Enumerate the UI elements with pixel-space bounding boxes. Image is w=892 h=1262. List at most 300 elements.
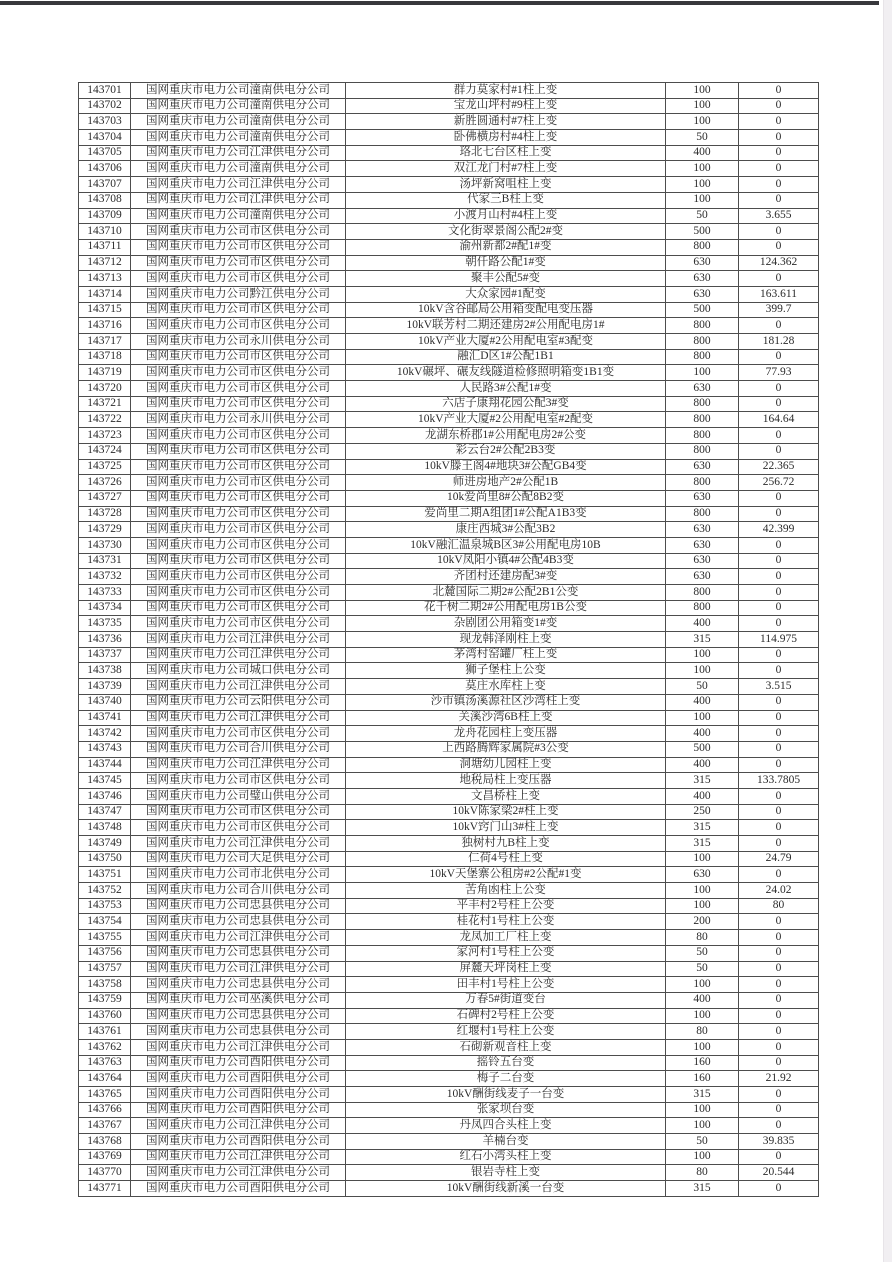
- cell-capacity: 630: [666, 271, 739, 287]
- cell-value: 0: [739, 130, 819, 146]
- table-body: [79, 83, 819, 1197]
- cell-id: 143756: [79, 945, 131, 961]
- cell-name: 10kV产业大厦#2公用配电室#3配变: [346, 334, 666, 350]
- table-row: [79, 930, 819, 946]
- cell-name: 六店子康翔花园公配3#变: [346, 396, 666, 412]
- cell-name: 10kV窍门山3#柱上变: [346, 820, 666, 836]
- cell-company: 国网重庆市电力公司酉阳供电分公司: [131, 1181, 346, 1197]
- table-row: [79, 1008, 819, 1024]
- cell-name: 文化街翠景阁公配2#变: [346, 224, 666, 240]
- cell-id: 143754: [79, 914, 131, 930]
- cell-name: 丹凤四合头柱上变: [346, 1118, 666, 1134]
- cell-company: 国网重庆市电力公司江津供电分公司: [131, 757, 346, 773]
- cell-company: 国网重庆市电力公司市区供电分公司: [131, 553, 346, 569]
- cell-value: 0: [739, 490, 819, 506]
- cell-value: 77.93: [739, 365, 819, 381]
- cell-id: 143767: [79, 1118, 131, 1134]
- cell-id: 143755: [79, 930, 131, 946]
- cell-company: 国网重庆市电力公司江津供电分公司: [131, 177, 346, 193]
- cell-company: 国网重庆市电力公司酉阳供电分公司: [131, 1055, 346, 1071]
- cell-capacity: 800: [666, 396, 739, 412]
- cell-value: 181.28: [739, 334, 819, 350]
- cell-company: 国网重庆市电力公司市区供电分公司: [131, 569, 346, 585]
- cell-value: 0: [739, 553, 819, 569]
- cell-capacity: 800: [666, 318, 739, 334]
- cell-name: 红堰村1号柱上公变: [346, 1024, 666, 1040]
- cell-value: 20.544: [739, 1165, 819, 1181]
- cell-capacity: 400: [666, 694, 739, 710]
- cell-id: 143740: [79, 694, 131, 710]
- table-row: [79, 1149, 819, 1165]
- cell-value: 399.7: [739, 302, 819, 318]
- cell-id: 143726: [79, 475, 131, 491]
- cell-value: 0: [739, 443, 819, 459]
- cell-capacity: 50: [666, 1134, 739, 1150]
- cell-value: 0: [739, 1118, 819, 1134]
- cell-company: 国网重庆市电力公司市区供电分公司: [131, 271, 346, 287]
- cell-value: 0: [739, 239, 819, 255]
- cell-capacity: 630: [666, 569, 739, 585]
- cell-name: 新胜圆通村#7柱上变: [346, 114, 666, 130]
- cell-capacity: 160: [666, 1055, 739, 1071]
- cell-id: 143760: [79, 1008, 131, 1024]
- cell-company: 国网重庆市电力公司潼南供电分公司: [131, 130, 346, 146]
- cell-company: 国网重庆市电力公司江津供电分公司: [131, 1118, 346, 1134]
- cell-capacity: 800: [666, 443, 739, 459]
- cell-id: 143729: [79, 522, 131, 538]
- cell-name: 聚丰公配5#变: [346, 271, 666, 287]
- cell-company: 国网重庆市电力公司大足供电分公司: [131, 851, 346, 867]
- cell-capacity: 100: [666, 1102, 739, 1118]
- cell-capacity: 100: [666, 898, 739, 914]
- cell-company: 国网重庆市电力公司市区供电分公司: [131, 600, 346, 616]
- cell-capacity: 80: [666, 930, 739, 946]
- cell-company: 国网重庆市电力公司忠县供电分公司: [131, 914, 346, 930]
- cell-id: 143770: [79, 1165, 131, 1181]
- cell-company: 国网重庆市电力公司酉阳供电分公司: [131, 1134, 346, 1150]
- cell-value: 0: [739, 836, 819, 852]
- cell-value: 0: [739, 710, 819, 726]
- cell-name: 仁荷4号柱上变: [346, 851, 666, 867]
- table-row: [79, 820, 819, 836]
- cell-value: 164.64: [739, 412, 819, 428]
- cell-company: 国网重庆市电力公司江津供电分公司: [131, 145, 346, 161]
- cell-name: 10kV酬街线新溪一台变: [346, 1181, 666, 1197]
- cell-company: 国网重庆市电力公司市区供电分公司: [131, 490, 346, 506]
- cell-company: 国网重庆市电力公司市区供电分公司: [131, 585, 346, 601]
- cell-name: 地税局柱上变压器: [346, 773, 666, 789]
- cell-company: 国网重庆市电力公司江津供电分公司: [131, 836, 346, 852]
- cell-name: 文昌桥柱上变: [346, 788, 666, 804]
- table-row: [79, 365, 819, 381]
- cell-name: 摇铃五台变: [346, 1055, 666, 1071]
- cell-value: 0: [739, 600, 819, 616]
- cell-name: 宝龙山坪村#9柱上变: [346, 98, 666, 114]
- cell-id: 143712: [79, 255, 131, 271]
- cell-name: 龙湖东桥郡1#公用配电房2#公变: [346, 428, 666, 444]
- cell-name: 卧佛横房村#4柱上变: [346, 130, 666, 146]
- cell-capacity: 315: [666, 1087, 739, 1103]
- cell-id: 143711: [79, 239, 131, 255]
- cell-name: 独树村九B柱上变: [346, 836, 666, 852]
- cell-name: 桂花村1号柱上公变: [346, 914, 666, 930]
- cell-capacity: 160: [666, 1071, 739, 1087]
- table-row: [79, 98, 819, 114]
- cell-company: 国网重庆市电力公司市北供电分公司: [131, 867, 346, 883]
- cell-id: 143763: [79, 1055, 131, 1071]
- cell-name: 万春5#街道变台: [346, 992, 666, 1008]
- cell-capacity: 630: [666, 381, 739, 397]
- table-row: [79, 302, 819, 318]
- table-row: [79, 898, 819, 914]
- cell-value: 0: [739, 428, 819, 444]
- cell-company: 国网重庆市电力公司酉阳供电分公司: [131, 1087, 346, 1103]
- cell-capacity: 80: [666, 1165, 739, 1181]
- cell-value: 114.975: [739, 632, 819, 648]
- cell-capacity: 100: [666, 192, 739, 208]
- cell-id: 143741: [79, 710, 131, 726]
- cell-id: 143743: [79, 741, 131, 757]
- cell-value: 0: [739, 867, 819, 883]
- cell-id: 143701: [79, 83, 131, 99]
- cell-capacity: 100: [666, 851, 739, 867]
- cell-name: 花千树二期2#公用配电房1B公变: [346, 600, 666, 616]
- cell-capacity: 800: [666, 506, 739, 522]
- cell-value: 0: [739, 647, 819, 663]
- table-row: [79, 522, 819, 538]
- cell-company: 国网重庆市电力公司忠县供电分公司: [131, 1008, 346, 1024]
- cell-capacity: 630: [666, 286, 739, 302]
- cell-name: 屏麓天坪岗柱上变: [346, 961, 666, 977]
- cell-capacity: 100: [666, 663, 739, 679]
- cell-id: 143751: [79, 867, 131, 883]
- cell-value: 0: [739, 271, 819, 287]
- cell-name: 10kV天堡寨公租房#2公配#1变: [346, 867, 666, 883]
- cell-id: 143704: [79, 130, 131, 146]
- cell-company: 国网重庆市电力公司市区供电分公司: [131, 804, 346, 820]
- cell-value: 0: [739, 569, 819, 585]
- cell-name: 10kV碾坪、碾友线隧道检修照明箱变1B1变: [346, 365, 666, 381]
- cell-capacity: 800: [666, 475, 739, 491]
- cell-id: 143738: [79, 663, 131, 679]
- cell-company: 国网重庆市电力公司市区供电分公司: [131, 726, 346, 742]
- cell-capacity: 100: [666, 177, 739, 193]
- cell-company: 国网重庆市电力公司江津供电分公司: [131, 647, 346, 663]
- table-row: [79, 585, 819, 601]
- cell-name: 茅湾村窑罐厂柱上变: [346, 647, 666, 663]
- cell-capacity: 100: [666, 98, 739, 114]
- cell-value: 0: [739, 804, 819, 820]
- cell-name: 师进房地产2#公配1B: [346, 475, 666, 491]
- table-row: [79, 741, 819, 757]
- cell-company: 国网重庆市电力公司巫溪供电分公司: [131, 992, 346, 1008]
- cell-capacity: 630: [666, 537, 739, 553]
- cell-capacity: 630: [666, 867, 739, 883]
- table-row: [79, 1118, 819, 1134]
- cell-capacity: 315: [666, 632, 739, 648]
- cell-id: 143764: [79, 1071, 131, 1087]
- cell-company: 国网重庆市电力公司江津供电分公司: [131, 930, 346, 946]
- cell-id: 143703: [79, 114, 131, 130]
- cell-id: 143769: [79, 1149, 131, 1165]
- cell-name: 人民路3#公配1#变: [346, 381, 666, 397]
- cell-id: 143733: [79, 585, 131, 601]
- cell-value: 0: [739, 506, 819, 522]
- cell-name: 杂剧团公用箱变1#变: [346, 616, 666, 632]
- cell-id: 143731: [79, 553, 131, 569]
- cell-capacity: 100: [666, 977, 739, 993]
- cell-capacity: 50: [666, 961, 739, 977]
- cell-value: 0: [739, 161, 819, 177]
- table-row: [79, 1165, 819, 1181]
- cell-name: 康庄西城3#公配3B2: [346, 522, 666, 538]
- cell-company: 国网重庆市电力公司市区供电分公司: [131, 475, 346, 491]
- table-row: [79, 428, 819, 444]
- cell-value: 0: [739, 192, 819, 208]
- table-row: [79, 1181, 819, 1197]
- cell-company: 国网重庆市电力公司市区供电分公司: [131, 522, 346, 538]
- table-row: [79, 537, 819, 553]
- table-row: [79, 788, 819, 804]
- cell-name: 莫庄水库柱上变: [346, 679, 666, 695]
- cell-id: 143771: [79, 1181, 131, 1197]
- cell-id: 143722: [79, 412, 131, 428]
- table-row: [79, 726, 819, 742]
- cell-company: 国网重庆市电力公司忠县供电分公司: [131, 977, 346, 993]
- table-row: [79, 130, 819, 146]
- table-row: [79, 851, 819, 867]
- cell-id: 143746: [79, 788, 131, 804]
- cell-capacity: 630: [666, 459, 739, 475]
- cell-name: 北麓国际二期2#公配2B1公变: [346, 585, 666, 601]
- cell-capacity: 800: [666, 334, 739, 350]
- cell-company: 国网重庆市电力公司江津供电分公司: [131, 961, 346, 977]
- cell-company: 国网重庆市电力公司市区供电分公司: [131, 349, 346, 365]
- table-row: [79, 600, 819, 616]
- cell-company: 国网重庆市电力公司市区供电分公司: [131, 255, 346, 271]
- cell-name: 沙市镇汤溪源社区沙湾柱上变: [346, 694, 666, 710]
- cell-name: 张家坝台变: [346, 1102, 666, 1118]
- table-row: [79, 647, 819, 663]
- cell-id: 143730: [79, 537, 131, 553]
- cell-capacity: 100: [666, 710, 739, 726]
- table-row: [79, 914, 819, 930]
- table-row: [79, 710, 819, 726]
- cell-value: 0: [739, 741, 819, 757]
- table-row: [79, 679, 819, 695]
- cell-name: 上西路腾辉家属院#3公变: [346, 741, 666, 757]
- cell-name: 银岩寺柱上变: [346, 1165, 666, 1181]
- cell-id: 143765: [79, 1087, 131, 1103]
- cell-value: 0: [739, 1008, 819, 1024]
- cell-company: 国网重庆市电力公司酉阳供电分公司: [131, 1071, 346, 1087]
- cell-value: 0: [739, 961, 819, 977]
- cell-value: 24.02: [739, 883, 819, 899]
- cell-company: 国网重庆市电力公司潼南供电分公司: [131, 114, 346, 130]
- cell-id: 143752: [79, 883, 131, 899]
- cell-capacity: 100: [666, 647, 739, 663]
- cell-company: 国网重庆市电力公司酉阳供电分公司: [131, 1102, 346, 1118]
- table-row: [79, 334, 819, 350]
- cell-company: 国网重庆市电力公司市区供电分公司: [131, 459, 346, 475]
- cell-capacity: 80: [666, 1024, 739, 1040]
- cell-value: 0: [739, 114, 819, 130]
- cell-company: 国网重庆市电力公司江津供电分公司: [131, 1039, 346, 1055]
- cell-name: 10kV联芳村二期还建房2#公用配电房1#: [346, 318, 666, 334]
- cell-name: 梅子二台变: [346, 1071, 666, 1087]
- cell-name: 融汇D区1#公配1B1: [346, 349, 666, 365]
- cell-value: 22.365: [739, 459, 819, 475]
- cell-capacity: 100: [666, 1008, 739, 1024]
- cell-value: 0: [739, 1087, 819, 1103]
- cell-value: 21.92: [739, 1071, 819, 1087]
- cell-name: 朝仟路公配1#变: [346, 255, 666, 271]
- cell-value: 0: [739, 396, 819, 412]
- table-row: [79, 804, 819, 820]
- cell-value: 0: [739, 788, 819, 804]
- cell-company: 国网重庆市电力公司潼南供电分公司: [131, 83, 346, 99]
- cell-id: 143758: [79, 977, 131, 993]
- cell-id: 143757: [79, 961, 131, 977]
- cell-id: 143720: [79, 381, 131, 397]
- cell-company: 国网重庆市电力公司忠县供电分公司: [131, 898, 346, 914]
- cell-id: 143735: [79, 616, 131, 632]
- cell-id: 143713: [79, 271, 131, 287]
- cell-value: 0: [739, 616, 819, 632]
- cell-company: 国网重庆市电力公司市区供电分公司: [131, 302, 346, 318]
- cell-company: 国网重庆市电力公司市区供电分公司: [131, 443, 346, 459]
- cell-company: 国网重庆市电力公司忠县供电分公司: [131, 1024, 346, 1040]
- cell-id: 143753: [79, 898, 131, 914]
- cell-company: 国网重庆市电力公司忠县供电分公司: [131, 945, 346, 961]
- cell-id: 143739: [79, 679, 131, 695]
- cell-value: 0: [739, 1102, 819, 1118]
- cell-capacity: 800: [666, 349, 739, 365]
- cell-name: 10kV陈家梁2#柱上变: [346, 804, 666, 820]
- cell-capacity: 100: [666, 1149, 739, 1165]
- cell-name: 龙凤加工厂柱上变: [346, 930, 666, 946]
- cell-capacity: 400: [666, 757, 739, 773]
- cell-value: 256.72: [739, 475, 819, 491]
- cell-value: 0: [739, 992, 819, 1008]
- table-row: [79, 145, 819, 161]
- table-row: [79, 1102, 819, 1118]
- cell-company: 国网重庆市电力公司市区供电分公司: [131, 428, 346, 444]
- cell-capacity: 800: [666, 600, 739, 616]
- table-row: [79, 757, 819, 773]
- cell-name: 群力莫家村#1柱上变: [346, 83, 666, 99]
- table-row: [79, 224, 819, 240]
- table-row: [79, 569, 819, 585]
- cell-name: 苦角凼柱上公变: [346, 883, 666, 899]
- cell-capacity: 400: [666, 788, 739, 804]
- cell-company: 国网重庆市电力公司江津供电分公司: [131, 632, 346, 648]
- cell-company: 国网重庆市电力公司璧山供电分公司: [131, 788, 346, 804]
- cell-value: 3.515: [739, 679, 819, 695]
- cell-company: 国网重庆市电力公司市区供电分公司: [131, 616, 346, 632]
- cell-capacity: 630: [666, 490, 739, 506]
- cell-value: 163.611: [739, 286, 819, 302]
- table-row: [79, 208, 819, 224]
- table-row: [79, 490, 819, 506]
- cell-name: 双江龙门村#7柱上变: [346, 161, 666, 177]
- cell-name: 代家三B柱上变: [346, 192, 666, 208]
- cell-value: 0: [739, 663, 819, 679]
- cell-capacity: 50: [666, 679, 739, 695]
- cell-id: 143706: [79, 161, 131, 177]
- cell-capacity: 50: [666, 945, 739, 961]
- cell-name: 红石小湾头柱上变: [346, 1149, 666, 1165]
- cell-capacity: 200: [666, 914, 739, 930]
- cell-name: 10kV产业大厦#2公用配电室#2配变: [346, 412, 666, 428]
- cell-value: 0: [739, 224, 819, 240]
- table-row: [79, 977, 819, 993]
- cell-name: 10kV滕王阁4#地块3#公配GB4变: [346, 459, 666, 475]
- cell-company: 国网重庆市电力公司市区供电分公司: [131, 365, 346, 381]
- cell-value: 0: [739, 537, 819, 553]
- cell-capacity: 630: [666, 522, 739, 538]
- cell-id: 143744: [79, 757, 131, 773]
- table-row: [79, 239, 819, 255]
- table-row: [79, 883, 819, 899]
- cell-value: 42.399: [739, 522, 819, 538]
- cell-capacity: 50: [666, 130, 739, 146]
- table-row: [79, 961, 819, 977]
- cell-value: 0: [739, 83, 819, 99]
- cell-name: 狮子堡柱上公变: [346, 663, 666, 679]
- cell-name: 10kV酬街线麦子一台变: [346, 1087, 666, 1103]
- cell-id: 143717: [79, 334, 131, 350]
- cell-company: 国网重庆市电力公司市区供电分公司: [131, 239, 346, 255]
- cell-name: 渝州新都2#配1#变: [346, 239, 666, 255]
- cell-id: 143759: [79, 992, 131, 1008]
- table-row: [79, 114, 819, 130]
- cell-company: 国网重庆市电力公司合川供电分公司: [131, 741, 346, 757]
- cell-value: 0: [739, 1149, 819, 1165]
- cell-capacity: 100: [666, 114, 739, 130]
- cell-value: 80: [739, 898, 819, 914]
- cell-capacity: 315: [666, 836, 739, 852]
- cell-capacity: 100: [666, 365, 739, 381]
- cell-value: 0: [739, 820, 819, 836]
- cell-id: 143766: [79, 1102, 131, 1118]
- table-row: [79, 616, 819, 632]
- cell-name: 龙舟花园柱上变压器: [346, 726, 666, 742]
- cell-name: 关溪沙湾6B柱上变: [346, 710, 666, 726]
- cell-id: 143748: [79, 820, 131, 836]
- cell-name: 10kV凤阳小镇4#公配4B3变: [346, 553, 666, 569]
- cell-value: 0: [739, 945, 819, 961]
- cell-capacity: 630: [666, 255, 739, 271]
- cell-id: 143709: [79, 208, 131, 224]
- cell-company: 国网重庆市电力公司市区供电分公司: [131, 506, 346, 522]
- cell-capacity: 800: [666, 428, 739, 444]
- table-row: [79, 161, 819, 177]
- table-row: [79, 83, 819, 99]
- cell-id: 143702: [79, 98, 131, 114]
- cell-id: 143715: [79, 302, 131, 318]
- cell-id: 143732: [79, 569, 131, 585]
- cell-value: 0: [739, 145, 819, 161]
- cell-name: 齐团村还建房配3#变: [346, 569, 666, 585]
- table-row: [79, 836, 819, 852]
- cell-value: 0: [739, 381, 819, 397]
- table-row: [79, 396, 819, 412]
- cell-id: 143734: [79, 600, 131, 616]
- cell-name: 洞塘幼儿园柱上变: [346, 757, 666, 773]
- cell-name: 大众家园#1配变: [346, 286, 666, 302]
- table-row: [79, 1039, 819, 1055]
